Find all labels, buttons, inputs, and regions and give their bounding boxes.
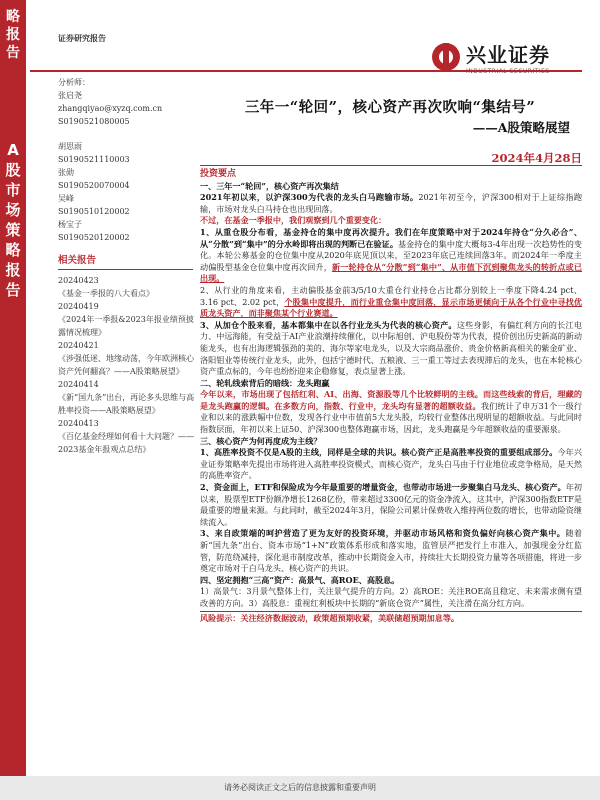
related-report-item[interactable] [58,339,198,378]
related-report-title[interactable]: 《基金一季报的八大看点》 [58,289,154,298]
related-report-date: 20240421 [58,341,99,350]
analyst-cert: S0190520070004 [58,181,130,190]
main-content [200,167,582,624]
analyst-name: 吴峰 [58,194,74,203]
report-title: 三年一“轮回”，核心资产再次吹响“集结号” [244,99,536,116]
analyst-label: 分析师： [58,78,90,87]
section-title: 一、三年一“轮回”，核心资产再次集结 [200,180,339,191]
sidebar [0,0,26,800]
analyst-cert: S0190521110003 [58,155,130,164]
report-type: 证券研究报告 [58,34,106,43]
section-title: 四、坚定拥抱“三高”资产：高景气、高ROE、高股息。 [200,574,400,585]
paragraph: 1）高景气：3月景气整体上行，关注景气提升的方向。2）高ROE：关注ROE高且稳定、未来需求侧有望改善的方向。3）高股息：重视红利板块中长期的“新底仓资产”属性，关注滑在高分红方向。 [200,586,582,608]
analyst-name: 胡思雨 [58,142,82,151]
paragraph: 2、从行业的角度来看，主动偏股基金前3/5/10大重仓行业持仓占比都分别较上一季度下降4.24 pct、3.16 pct、2.02 pct，个股集中度提升，而行业重仓集中度回落，显示市场更倾向于从各个行业中寻找优质龙头资产，而非聚焦某个行业赛道。 [200,284,582,319]
analyst-cert: S0190521080005 [58,117,130,126]
logo-text-cn: 兴业证券 [466,43,550,67]
analyst-cert: S0190510120002 [58,207,130,216]
related-report-date: 20240414 [58,380,99,389]
report-date: 2024年4月28日 [491,151,582,165]
related-report-title[interactable]: 《新“国九条”出台，再论多头思维与高胜率投资——A股策略展望》 [58,393,195,415]
paragraph: 不过，在基金一季报中，我们观察到几个重要变化： [200,215,387,226]
paragraph: 1、高胜率投资不仅是A股的主线，同样是全球的共识。核心资产正是高胜率投资的重要组成部分。今年兴业证券策略率先提出市场将进入高胜率投资模式，而核心资产，龙头白马由于行业地位或竞争格局，是天然的高胜率资产。 [200,447,582,481]
paragraph: 1、从重仓股分布看，基金持仓的集中度再次提升。我们在年度策略中对于2024年持仓“分久必合”、从“分散”到“集中”的分水岭即将出现的判断已在验证。基金持仓的集中度大概每3-4年出现一次趋势性的变化。本轮公募基金的仓位集中度从2020年底见顶以来，至2023年底已连续回落3年。而2024年一季度主动偏股型基金仓位集中度再次回升，新一轮持仓从“分散”到“集中”、从市值下沉到聚焦龙头的转折点或已出现。 [200,226,582,284]
related-report-date: 20240419 [58,302,99,311]
analyst-name: 张勋 [58,168,74,177]
header-divider [30,70,582,72]
paragraph: 3、从加仓个股来看，基本都集中在以各行业龙头为代表的核心资产。这些身影，有偏红利方向的长江电力、中远海能，有受益于AI产业浪潮持续催化，以中际旭创、沪电股份等为代表，提价创出历史新高的新动能龙头，也有出海逻辑强劲的美的、海尔等家电龙头，以及大宗商品涨价、贵金价格新高相关的紫金矿业、洛阳钼业等传统行业龙头，此外，包括宁德时代、五粮液、三一重工等过去表现滞后的龙头，也在本轮核心资产重点标的，今年也纷纷迎来企稳修复，表点显著上涨。 [200,319,582,377]
date-divider [200,165,582,166]
analyst-email[interactable]: zhangqiyao@xyzq.com.cn [58,104,163,113]
analyst-block [58,76,198,128]
related-report-item[interactable] [58,300,198,339]
sidebar-top-label: 略报告 [6,9,20,61]
related-report-title[interactable]: 《百亿基金经理如何看十大问题？——2023基金年报观点总结》 [58,432,194,454]
analyst-name: 张启尧 [58,91,82,100]
related-reports-title: 相关报告 [58,254,193,270]
report-subtitle: ——A股策略展望 [472,120,570,135]
section-title: 三、核心资产为何再度成为主线？ [200,435,322,446]
section-heading: 投资要点 [200,169,237,179]
paragraph: 2021年初以来，以沪深300为代表的龙头白马跑输市场。2021年初至今，沪深300相对于上证综指跑输，市场对龙头白马持仓也出现回落。 [200,192,582,214]
related-report-item[interactable] [58,274,198,300]
related-report-item[interactable] [58,417,198,456]
left-column [58,76,198,456]
paragraph: 3、来自政策端的呵护营造了更为友好的投资环境，并驱动市场风格和资负偏好向核心资产集中。随着新“国九条”出台、资本市场“1+N”政策体系形成和落实地，监管层严把发行上市准入，加强现金分红监管，防范绕减持，深化退市制度改革，推动中长期资金入市，持续壮大长期投资力量等各项措施，将进一步奠定市场对于白马龙头、核心资产的共识。 [200,528,582,574]
paragraph: 今年以来，市场出现了包括红利、AI、出海、资源股等几个比较鲜明的主线。而这些线索的背后，理藏的是龙头跑赢的逻辑。在多数方向，指数、行业中，龙头均有显著的超额收益。我们统计了申万31个一级行业和以来的涨跌幅中位数，发现各行业中市值前5大龙头股，均较行业整体出现明显的超额收益。与此同时指数层面，年初以来上证50、沪深300也整体跑赢市场，因此，龙头跑赢是今年超额收益的重要源泉。 [200,389,582,435]
footer-disclaimer: 请务必阅读正文之后的信息披露和重要声明 [0,776,600,800]
risk-warning: 风险提示：关注经济数据波动，政策超预期收紧，美联储超预期加息等。 [200,611,582,625]
section-title: 二、轮轧线索背后的暗线：龙头跑赢 [200,377,330,388]
related-report-date: 20240413 [58,419,99,428]
sidebar-category-label: A股市场策略报告 [5,141,21,299]
analyst-block [58,140,198,244]
related-report-item[interactable] [58,378,198,417]
analyst-name: 杨宝子 [58,220,82,229]
analyst-cert: S0190520120002 [58,233,130,242]
logo-mark-icon [432,43,460,71]
related-report-title[interactable]: 《2024年一季报&2023年报业绩预披露情况梳理》 [58,315,194,337]
related-report-title[interactable]: 《涉强低迷、地缘动荡，今年欧洲核心资产凭何翻高？——A股策略展望》 [58,354,194,376]
paragraph: 2、资金面上，ETF和保险成为今年最重要的增量资金，也带动市场进一步聚集白马龙头、核心资产。年初以来，股票型ETF份额净增长1268亿份，带来超过3300亿元的资金净流入，这其中，沪深300指数ETF是最重要的增量来源。与此同时，截至2024年3月，保险公司累计保费收入维持两位数的增长，也带动险资继续流入。 [200,482,582,527]
related-report-date: 20240423 [58,276,99,285]
